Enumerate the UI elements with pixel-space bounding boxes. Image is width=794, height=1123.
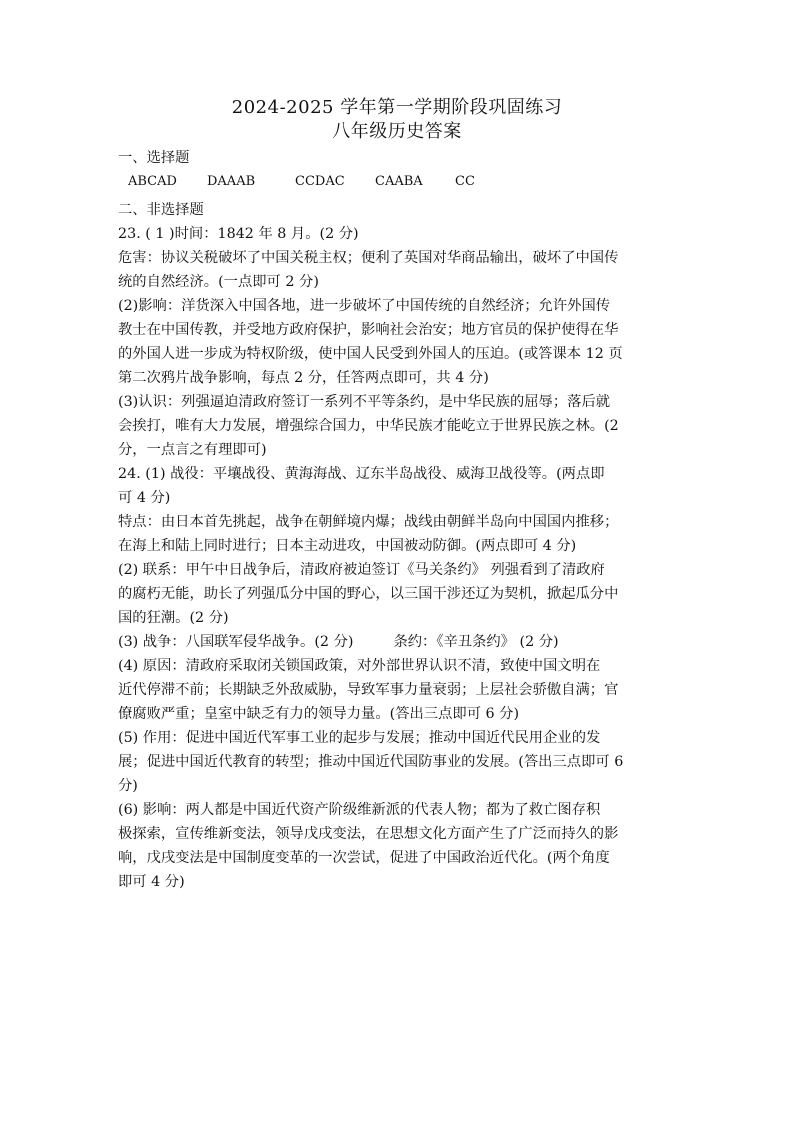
answer-line: 近代停滞不前；长期缺乏外敌威胁，导致军事力量衰弱；上层社会骄傲自满；官 — [118, 682, 619, 698]
answer-line: 的外国人进一步成为特权阶级，使中国人民受到外国人的压迫。(或答课本 12 页 — [118, 346, 623, 362]
answer-line: 在海上和陆上同时进行；日本主动进攻，中国被动防御。(两点即可 4 分) — [118, 538, 577, 554]
answer-line: 国的狂潮。(2 分) — [118, 610, 229, 626]
answer-line: (4) 原因：清政府采取闭关锁国政策，对外部世界认识不清，致使中国文明在 — [118, 658, 601, 674]
answer-line: 危害：协议关税破坏了中国关税主权；便利了英国对华商品输出，破坏了中国传 — [118, 250, 619, 266]
answer-line: 的腐朽无能，助长了列强瓜分中国的野心，以三国干涉还辽为契机，掀起瓜分中 — [118, 586, 619, 602]
answer-line: 第二次鸦片战争影响，每点 2 分，任答两点即可，共 4 分) — [118, 370, 489, 386]
question-24 — [118, 462, 678, 894]
title-block — [0, 96, 794, 144]
answer-group-5: CC — [455, 174, 475, 189]
answer-group-4: CAABA — [375, 174, 423, 189]
answer-line: (5) 作用：促进中国近代军事工业的起步与发展；推动中国近代民用企业的发 — [118, 730, 601, 746]
answer-line: 分) — [118, 778, 138, 794]
answer-line: 展；促进中国近代教育的转型；推动中国近代国防事业的发展。(答出三点即可 6 — [118, 754, 624, 770]
q24-3-treaty: 条约：《辛丑条约》 (2 分) — [393, 634, 559, 650]
section-heading-choice: 一、选择题 — [118, 150, 190, 166]
answer-line: 24. (1) 战役：平壤战役、黄海海战、辽东半岛战役、威海卫战役等。(两点即 — [118, 466, 605, 482]
answer-group-3: CCDAC — [295, 174, 345, 189]
answer-line: 即可 4 分) — [118, 874, 185, 890]
document-title: 2024-2025 学年第一学期阶段巩固练习 — [231, 97, 563, 118]
answer-line: 统的自然经济。(一点即可 2 分) — [118, 274, 319, 290]
q24-3-war: (3) 战争：八国联军侵华战争。(2 分) — [118, 634, 354, 650]
choice-answers-row — [118, 170, 678, 198]
answer-line: 分，一点言之有理即可) — [118, 442, 267, 458]
answer-line: 响，戊戌变法是中国制度变革的一次尝试，促进了中国政治近代化。(两个角度 — [118, 850, 610, 866]
document-subtitle: 八年级历史答案 — [332, 121, 462, 142]
answer-group-2: DAAAB — [207, 174, 256, 189]
answer-line: 23. ( 1 )时间：1842 年 8 月。(2 分) — [118, 226, 359, 242]
section-heading-nonchoice: 二、非选择题 — [118, 202, 204, 218]
answer-line: 极探索，宣传维新变法，领导戊戌变法，在思想文化方面产生了广泛而持久的影 — [118, 826, 619, 842]
answer-line-3 — [118, 630, 678, 654]
answer-line: 会挨打，唯有大力发展，增强综合国力，中华民族才能屹立于世界民族之林。(2 — [118, 418, 619, 434]
answer-line: (2)影响：洋货深入中国各地，进一步破坏了中国传统的自然经济；允许外国传 — [118, 298, 611, 314]
answer-line: (2) 联系：甲午中日战争后，清政府被迫签订《马关条约》 列强看到了清政府 — [118, 562, 605, 578]
answer-line: 僚腐败严重；皇室中缺乏有力的领导力量。(答出三点即可 6 分) — [118, 706, 520, 722]
question-23 — [118, 222, 678, 462]
answer-line: 特点：由日本首先挑起，战争在朝鲜境内爆；战线由朝鲜半岛向中国国内推移； — [118, 514, 619, 530]
answer-group-1: ABCAD — [128, 174, 177, 189]
answer-line: (3)认识：列强逼迫清政府签订一系列不平等条约，是中华民族的屈辱；落后就 — [118, 394, 611, 410]
answer-line: (6) 影响：两人都是中国近代资产阶级维新派的代表人物；都为了救亡图存积 — [118, 802, 601, 818]
answer-line: 可 4 分) — [118, 490, 171, 506]
answer-line: 教士在中国传教，并受地方政府保护，影响社会治安；地方官员的保护使得在华 — [118, 322, 619, 338]
content-body — [118, 146, 678, 894]
